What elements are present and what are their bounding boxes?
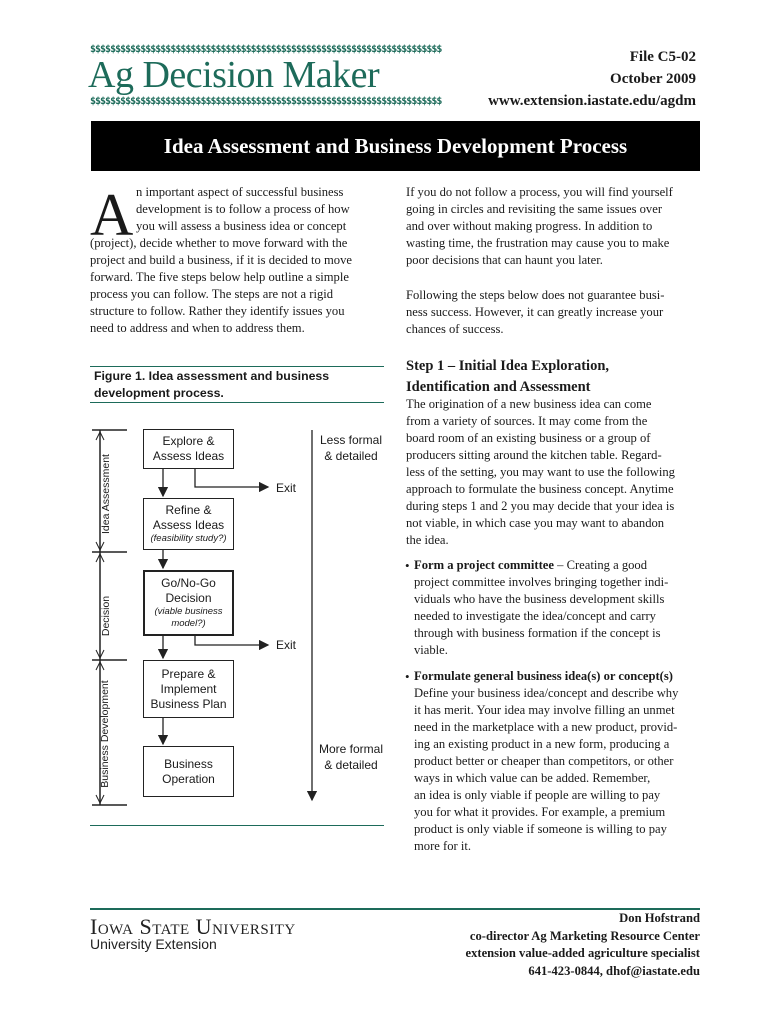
bullet-line: ways in which value can be added. Remember, bbox=[414, 771, 651, 785]
flow-box-go-no-go bbox=[143, 570, 234, 636]
flow-box-note: model?) bbox=[171, 618, 206, 629]
intro-line: development is to follow a process of how bbox=[136, 202, 350, 216]
flow-box-label: Assess Ideas bbox=[152, 449, 225, 463]
step1-heading-line: Identification and Assessment bbox=[406, 379, 591, 395]
step1-heading-line: Step 1 – Initial Idea Exploration, bbox=[406, 358, 610, 374]
flow-box-explore bbox=[143, 429, 234, 469]
right-line: poor decisions that can haunt you later. bbox=[406, 253, 603, 267]
logo-title: Ag Decision Maker bbox=[88, 54, 380, 96]
bullet-line: need in the marketplace with a new product, provid- bbox=[414, 720, 678, 734]
intro-line: process you can follow. The steps are not a rigid bbox=[90, 287, 334, 301]
intro-line: project and build a business, if it is decided to move bbox=[90, 253, 352, 267]
publication-date: October 2009 bbox=[610, 71, 696, 87]
bullet-line: needed to investigate the idea/concept and carry bbox=[414, 609, 656, 623]
bullet-line: you for what it provides. For example, a premium bbox=[414, 805, 666, 819]
author-contact[interactable]: 641-423-0844, dhof@iastate.edu bbox=[528, 963, 700, 978]
phase-label-business-development: Business Development bbox=[99, 680, 111, 788]
right-line: and over without making progress. In addition to bbox=[406, 219, 653, 233]
bullet-line: ing an existing product in a new form, producing a bbox=[414, 737, 670, 751]
right-line: less of the setting, you may want to use the following bbox=[406, 465, 675, 479]
right-line: wasting time, the frustration may cause you to make bbox=[406, 236, 670, 250]
flow-box-label: Explore & bbox=[162, 434, 215, 448]
right-line: If you do not follow a process, you will find yourself bbox=[406, 185, 673, 199]
bullet-line: viable. bbox=[414, 643, 448, 657]
bullet-text: – Creating a good bbox=[553, 558, 648, 572]
bullet-line: Define your business idea/concept and describe why bbox=[414, 686, 679, 700]
flow-box-label: Decision bbox=[165, 591, 212, 605]
less-formal-label bbox=[314, 432, 388, 464]
bullet-line: product better or cheaper than competitors, or other bbox=[414, 754, 674, 768]
bullet-line: project committee involves bringing together indi- bbox=[414, 575, 669, 589]
intro-line: structure to follow. Rather they identify issues you bbox=[90, 304, 345, 318]
flow-box-label: Business bbox=[164, 756, 213, 771]
flow-box-operation bbox=[143, 746, 234, 797]
flow-box-label: Prepare & bbox=[161, 666, 216, 681]
file-number: File C5-02 bbox=[629, 49, 696, 65]
bullet-line: more for it. bbox=[414, 839, 472, 853]
phase-label-decision: Decision bbox=[100, 595, 112, 637]
less-formal-line: & detailed bbox=[324, 449, 378, 463]
bullet-marker: • bbox=[405, 558, 410, 573]
flow-box-label: Go/No-Go bbox=[161, 576, 216, 590]
university-extension: University Extension bbox=[90, 936, 217, 952]
intro-line: you will assess a business idea or concept bbox=[136, 219, 347, 233]
website-url[interactable]: www.extension.iastate.edu/agdm bbox=[488, 93, 696, 109]
flow-box-note: (feasibility study?) bbox=[150, 533, 227, 544]
logo-band-top: $$$$$$$$$$$$$$$$$$$$$$$$$$$$$$$$$$$$$$$$$$$$$$$$$$$$$$$$$$$$$$$$$$$$$$ bbox=[90, 44, 442, 55]
step1-heading bbox=[406, 356, 706, 398]
figure-caption-line: Figure 1. Idea assessment and business bbox=[94, 369, 330, 383]
exit-label: Exit bbox=[276, 638, 297, 652]
flow-box-label: Operation bbox=[162, 771, 215, 786]
more-formal-label bbox=[312, 741, 390, 773]
bullet-line: an idea is only viable if people are willing to pay bbox=[414, 788, 661, 802]
right-line: producers sitting around the kitchen table. Regard- bbox=[406, 448, 662, 462]
university-logo: Iowa State University bbox=[90, 914, 296, 939]
intro-line: (project), decide whether to move forward with the bbox=[90, 236, 348, 250]
right-line: chances of success. bbox=[406, 322, 504, 336]
bullet-line: viduals who have the business development skills bbox=[414, 592, 665, 606]
phase-label-idea-assessment: Idea Assessment bbox=[100, 454, 112, 534]
flow-box-label: Business Plan bbox=[150, 696, 227, 711]
intro-line: forward. The five steps below help outline a simple bbox=[90, 270, 349, 284]
bullet-marker: • bbox=[405, 669, 410, 684]
author-role: extension value-added agriculture specialist bbox=[465, 946, 700, 960]
exit-label: Exit bbox=[276, 481, 297, 495]
bullet-first-line bbox=[414, 668, 673, 685]
figure-caption-line: development process. bbox=[94, 386, 224, 400]
less-formal-line: Less formal bbox=[319, 433, 383, 447]
right-line: not viable, in which case you may want to abandon bbox=[406, 516, 665, 530]
right-line: from a variety of sources. It may come from the bbox=[406, 414, 648, 428]
figure-top-rule bbox=[90, 366, 384, 367]
intro-line: need to address and when to address them. bbox=[90, 321, 305, 335]
right-line: board room of an existing business or a group of bbox=[406, 431, 651, 445]
logo-band-bottom: $$$$$$$$$$$$$$$$$$$$$$$$$$$$$$$$$$$$$$$$$$$$$$$$$$$$$$$$$$$$$$$$$$$$$$ bbox=[90, 96, 442, 107]
right-line: going in circles and revisiting the same issues over bbox=[406, 202, 663, 216]
flow-box-refine bbox=[143, 498, 234, 550]
bullet-first-line bbox=[414, 557, 647, 574]
more-formal-line: & detailed bbox=[324, 758, 378, 772]
right-line: ness success. However, it can greatly increase your bbox=[406, 305, 664, 319]
bullet-lead: Formulate general business idea(s) or concept(s) bbox=[414, 669, 673, 683]
author-role: co-director Ag Marketing Resource Center bbox=[469, 928, 700, 943]
page-title-text: Idea Assessment and Business Development Process bbox=[163, 133, 628, 158]
right-line: Following the steps below does not guarantee busi- bbox=[406, 288, 665, 302]
page-title bbox=[91, 121, 700, 171]
figure-caption bbox=[94, 368, 384, 402]
right-line: the idea. bbox=[406, 533, 449, 547]
flow-box-note: (viable business bbox=[154, 606, 223, 617]
flow-box-prepare bbox=[143, 660, 234, 718]
flow-box-label: Assess Ideas bbox=[152, 518, 225, 532]
author-block bbox=[466, 910, 701, 980]
intro-line: n important aspect of successful business bbox=[136, 185, 344, 199]
bullet-line: it has merit. Your idea may involve filling an unmet bbox=[414, 703, 675, 717]
drop-cap: A bbox=[90, 182, 134, 248]
figure-bottom-rule bbox=[90, 825, 384, 826]
right-line: The origination of a new business idea can come bbox=[406, 397, 652, 411]
bullet-line: product is only viable if someone is willing to pay bbox=[414, 822, 667, 836]
right-line: approach to formulate the business concept. Anytime bbox=[406, 482, 674, 496]
flow-box-label: Refine & bbox=[165, 503, 212, 517]
author-name: Don Hofstrand bbox=[619, 911, 700, 925]
bullet-line: through with business formation if the concept is bbox=[414, 626, 661, 640]
bullet-lead: Form a project committee bbox=[414, 558, 554, 572]
right-line: during steps 1 and 2 you may decide that your idea is bbox=[406, 499, 675, 513]
more-formal-line: More formal bbox=[318, 742, 383, 756]
flow-box-label: Implement bbox=[160, 681, 217, 696]
figure-caption-rule bbox=[90, 402, 384, 403]
